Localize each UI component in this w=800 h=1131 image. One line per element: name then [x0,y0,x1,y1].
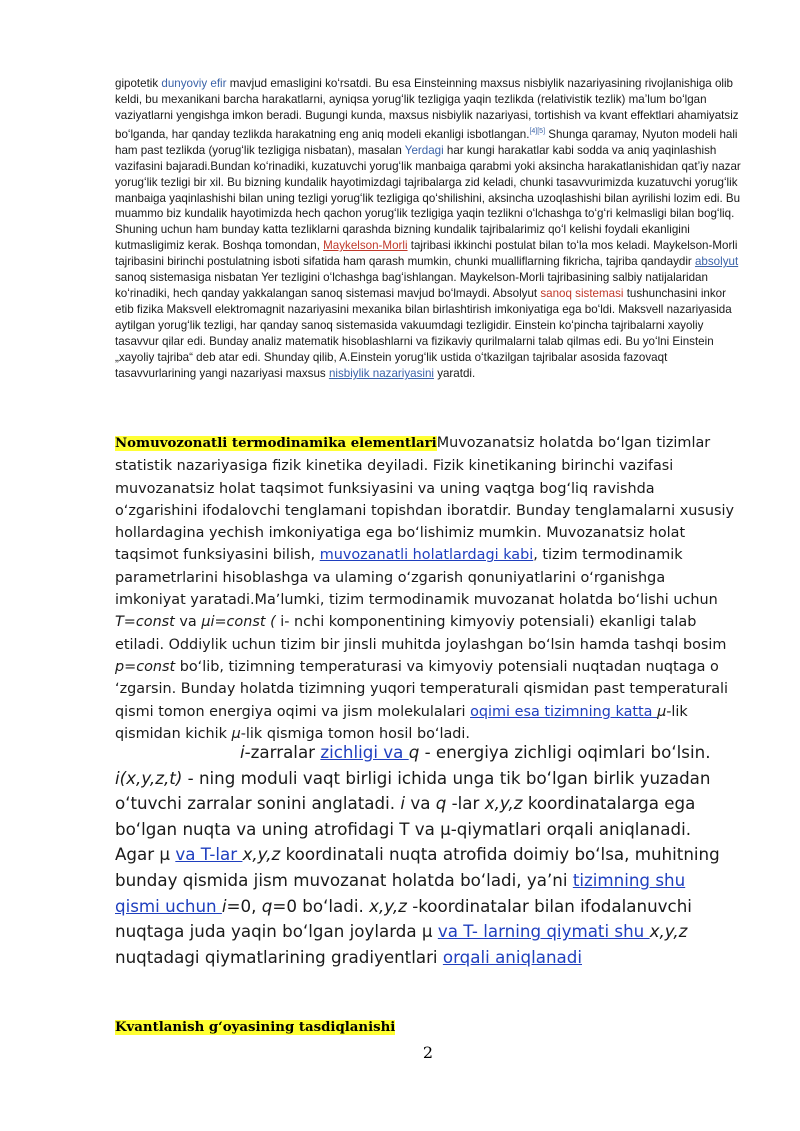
text-run: - energiya zichligi oqimlari boʻlsin. [419,742,711,762]
link-nisbiylik-nazariyasini[interactable]: nisbiylik nazariyasini [328,367,434,381]
formula: x,y,z [484,793,523,814]
link-maykelson-morli[interactable]: Maykelson-Morli [323,239,408,253]
paragraph-relativity [115,76,745,382]
text-run: koordinatalarga ega boʻlgan nuqta va uning atrofidagi T va µ-qiymatlari orqali aniqlanadi. Agar µ [115,793,696,865]
text-run: tushunchasini inkor etib fizika Maksvell elektromagnit nazariyasini mexanika bilan birlashtirish imkoniyatiga ega boʻldi. Maksvell nazariyasida aytilgan yorugʻlik tezligi, har qanday sanoq sistemasida vakuumdagi tezligidir. Einstein koʻpincha tajribalarni xayoliy tasavvur qilar edi. Bunday analiz matematik hisoblashlarni va fizikaviy qurilmalarni talab qilmas edi. Bu yoʻlni Einstein „xayoliy tajriba“ deb atar edi. Shunday qilib, A.Einstein yorugʻlik ustida oʻtkazilgan tajribalar asosida fazovaqt tasavvurlarining yangi nazariyasi maxsus [115,287,732,381]
text-run: yaratdi. [433,367,476,381]
formula: i [400,793,406,814]
formula: q [408,742,420,762]
formula: i(x,y,z,t) [115,767,183,788]
link-dunyoviy-efir[interactable]: dunyoviy efir [161,77,227,90]
reference-link[interactable]: [4][5] [529,127,546,135]
text-run: koordinatali nuqta atrofida doimiy boʻlsa, muhitning bunday qismida jism muvozanat holatda boʻladi, yaʼni [115,844,720,890]
link-sanoq-sistemasi[interactable]: sanoq sistemasi [540,287,624,301]
link-zichligi[interactable]: zichligi va [320,742,409,762]
link-va-t-larning[interactable]: va T- larning qiymati shu [437,921,650,942]
link-orqali-aniqlanadi[interactable]: orqali aniqlanadi [442,946,582,967]
formula: µi=const ( [201,614,276,631]
text-run: =0 boʻladi. [272,895,370,916]
paragraph-kinetics [115,432,735,745]
text-run: -koordinatalar bilan ifodalanuvchi nuqtaga juda yaqin boʻlgan joylarda µ [115,895,692,942]
formula: q [261,895,273,916]
formula: i [240,742,245,762]
text-run: va [174,614,202,631]
link-absolyut[interactable]: absolyut [694,255,739,269]
page-number: 2 [422,1043,434,1062]
formula: x,y,z [369,895,407,916]
link-oqimi[interactable]: oqimi esa tizimning katta [470,703,658,720]
formula: µ [231,725,241,742]
text-run: tajribasi ikkinchi postulat bilan toʻla mos keladi. Maykelson-Morli tajribasini birinchi postulatning isboti sifatida ham qarash mumkin, chunki mualliflarning fikricha, tajriba qandaydir [115,239,738,269]
formula: µ [657,703,667,720]
text-run: , tizim termodinamik parametrlarini hisoblashga va ulaming oʻzgarish qonuniyatlarini oʻrganishga imkoniyat yaratadi.Maʼlumki, tizim termodinamik muvozanat holatda boʻlishi uchun [115,547,718,609]
section-heading: Nomuvozonatli termodinamika elementlari [115,436,437,451]
section-nonequilibrium [115,432,735,748]
text-run: Muvozanatsiz holatda boʻlgan tizimlar statistik nazariyasiga fizik kinetika deyiladi. Fizik kinetikaning birinchi vazifasi muvozanatsiz holat taqsimot funksiyasini va uning vaqtga bogʻliq ravishda oʻzgarishini ifodalovchi tenglamani topishdan iboratdir. Bunday tenglamalarni xususiy hollardagina yechish imkoniyatiga ega boʻlishimiz mumkin. Muvozanatsiz holat taqsimot funksiyasini bilish, [115,435,734,564]
text-run: nuqtadagi qiymatlarining gradiyentlari [115,946,443,967]
formula: i [221,895,227,916]
formula: q [435,793,447,814]
formula: x,y,z [242,844,281,865]
text-run: -zarralar [244,742,321,762]
text-run: -lik qismiga tomon hosil boʻladi. [240,725,471,742]
formula: T=const [115,614,175,631]
text-run: gipotetik [115,77,162,90]
link-tizimning-shu-qismi[interactable]: tizimning shu qismi uchun [115,869,686,916]
formula: x,y,z [649,921,688,942]
text-run: boʻlib, tizimning temperaturasi va kimyoviy potensiali nuqtadan nuqtaga o ʻzgarsin. Bunday holatda tizimning yuqori temperaturali qismidan past temperaturali qismi tomon energiya oqimi va jism molekulalari [115,658,729,720]
text-run: -lik qismidan kichik [115,703,688,742]
text-run: sanoq sistemasiga nisbatan Yer tezligini oʻlchashga bagʻishlangan. Maykelson-Morli tajribasining salbiy natijalaridan koʻrinadiki, hech qanday yakkalangan sanoq sistemasi mavjud boʻlmaydi. Absolyut [115,271,708,301]
text-run: i- nchi komponentining kimyoviy potensiali) ekanligi talab etiladi. Oddiylik uchun tizim bir jinsli muhitda joylashgan boʻlsin hamda tashqi bosim [115,614,727,653]
link-va-t-lar[interactable]: va T-lar [175,844,243,865]
text-run: -lar [446,793,485,814]
text-run: =0, [226,895,262,916]
text-run: har kungi harakatlar kabi sodda va aniq yaqinlashish vazifasini bajaradi.Bundan koʻrinadiki, kuzatuvchi yorugʻlik manbaiga qarabmi yoki aksincha harakatlanishidan qatʼiy nazar yorugʻlik tezligi bir xil. Bu bizning kundalik hayotimizdagi tajribalarga zid keladi, chunki tasavvurimizda kuzatuvchi yorugʻlik manbaiga yaqinlashishi bilan uning tezligi yorugʻlik tezligiga qoʻshilishini, aksincha uzoqlashishi bilan ayrilishi lozim edi. Bu muammo biz kundalik hayotimizda hech qachon yorugʻlik tezligiga yaqin tezlikni oʻlchashga toʻgʻri kelmasligi bilan bogʻliq. Shuning uchun ham bunday katta tezliklarni qarashda bizning kundalik tajribalarimiz qoʻl kelishi foydali ekanligini kutmasligimiz kerak. Boshqa tomondan, [115,143,741,253]
link-muvozanatli-holatlar[interactable]: muvozanatli holatlardagi kabi [319,547,534,564]
paragraph-flux-text [115,740,735,970]
section-heading-kvantlanish: Kvantlanish gʻoyasining tasdiqlanishi [115,1020,396,1035]
link-yerdagi[interactable]: Yerdagi [404,143,444,157]
text-run: va [405,793,436,814]
text-run: Shunga qaramay, Nyuton modeli hali ham past tezlikda (yorugʻlik tezligiga nisbatan), masalan [115,127,738,157]
text-run: - ning moduli vaqt birligi ichida unga tik boʻlgan birlik yuzadan oʻtuvchi zarralar sonini anglatadi. [115,767,711,814]
formula: p=const [115,658,176,675]
text-run: mavjud emasligini koʻrsatdi. Bu esa Einsteinning maxsus nisbiylik nazariyasining rivojlanishiga olib keldi, bu mexanikani barcha harakatlarni, ayniqsa yorugʻlik tezligiga yaqin tezlikda (relativistik tezlik) maʼlum boʻlgan vaziyatlarni yengishga imkon beradi. Bugungi kunda, maxsus nisbiylik nazariyasi, tortishish va kvant effektlari ahamiyatsiz boʻlganda, har qanday tezlikda harakatning eng aniq modeli ekanligi isbotlangan. [115,77,739,141]
